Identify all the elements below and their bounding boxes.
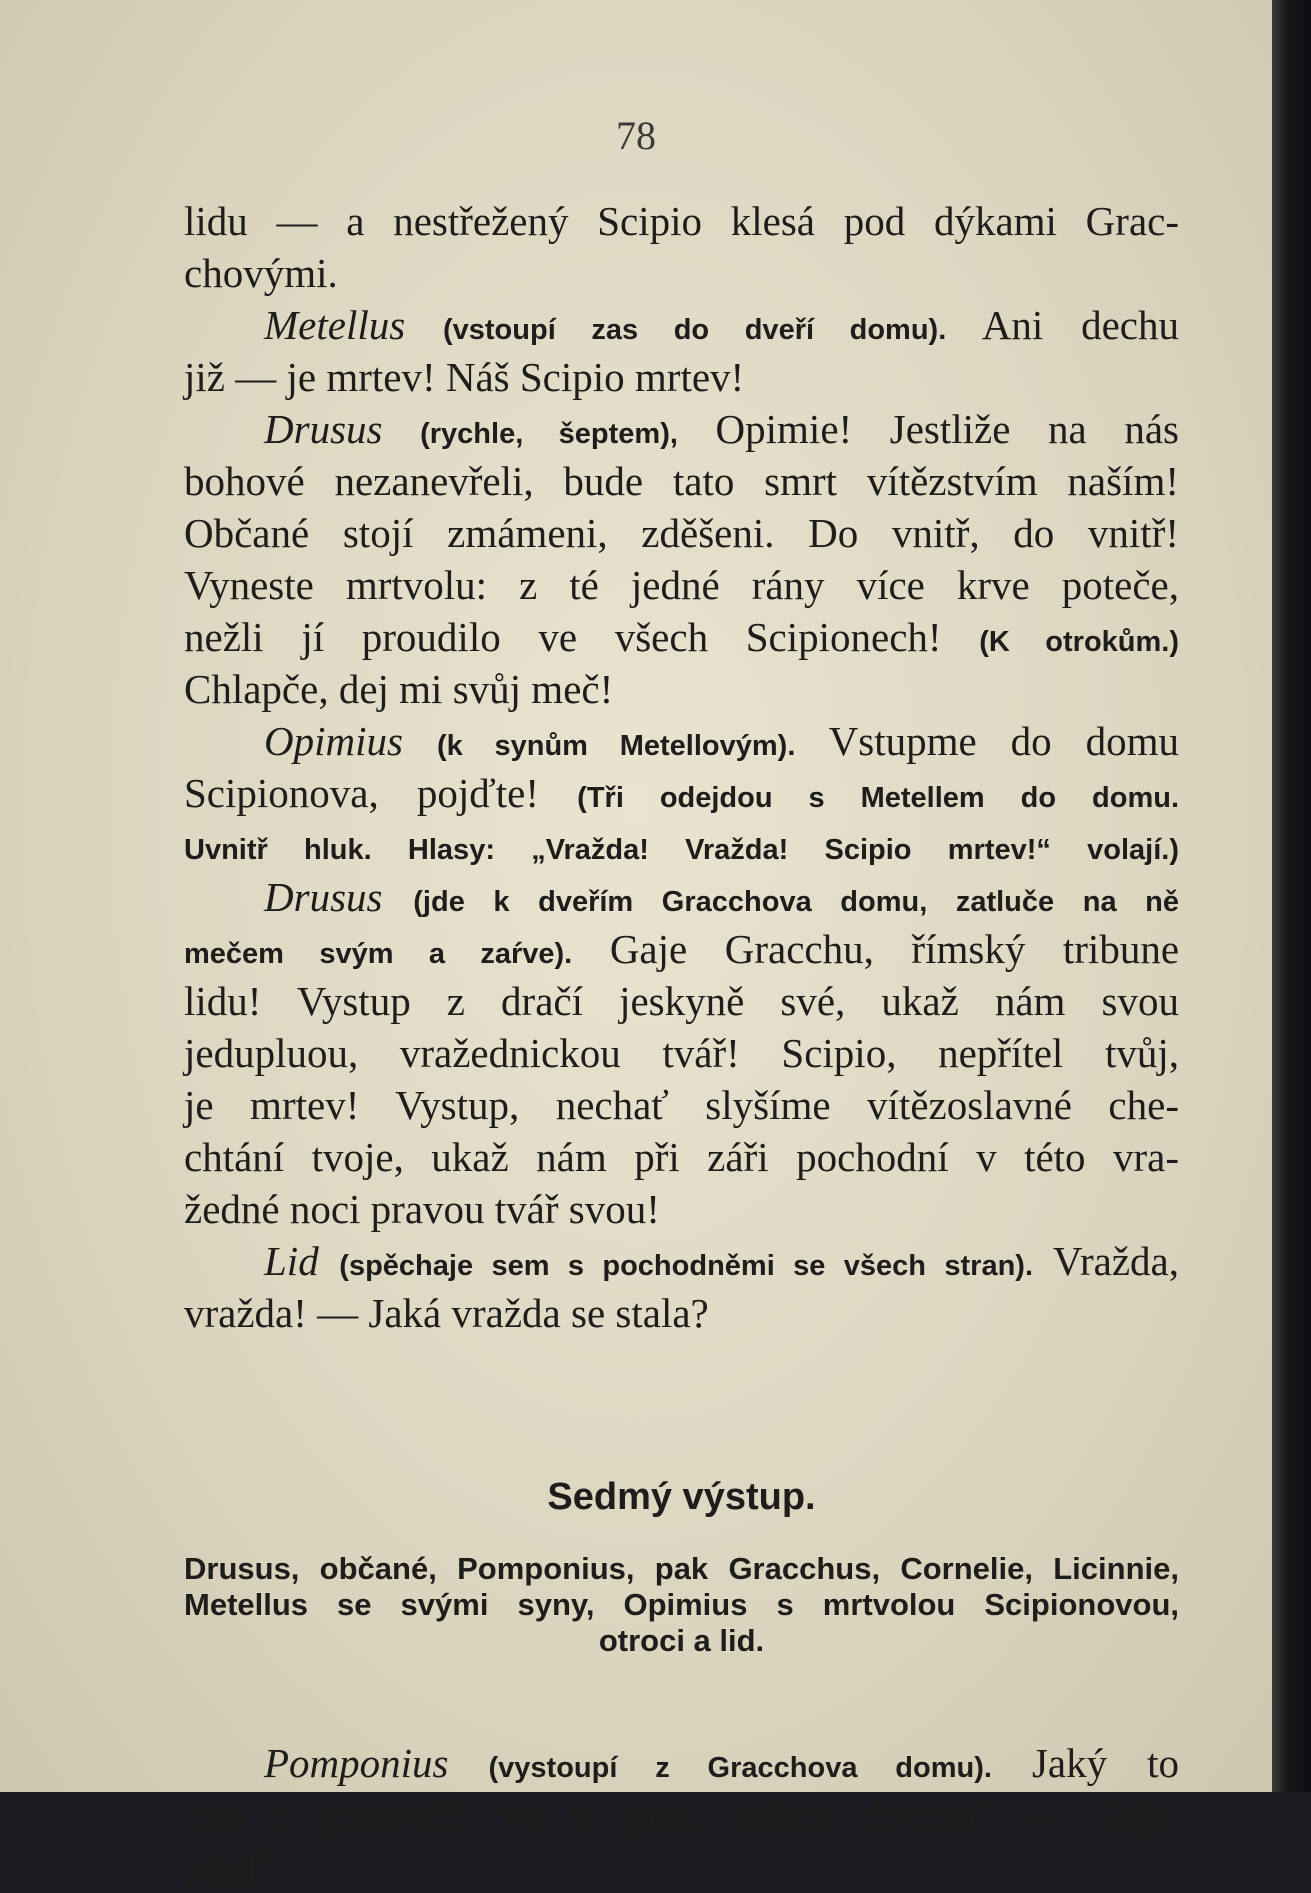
text-line [184, 1235, 1179, 1287]
stage-direction: (k synům Metellovým). [436, 730, 796, 762]
cast-line-2: Metellus se svými syny, Opimius s mrtvolou Scipionovou, [184, 1587, 1179, 1622]
text-line [184, 611, 1179, 663]
page-gutter [1272, 0, 1311, 1792]
line-text: chtání tvoje, ukaž nám při záři pochodní v této vra- [184, 1134, 1179, 1180]
text-line [184, 923, 1179, 975]
line-text: vražda! — Jaká vražda se stala? [184, 1290, 709, 1336]
line-text: hlas z podsvětí řve tu před našimi dveřmi? — Gaje, [184, 1792, 1179, 1838]
speaker-name: Pomponius [264, 1740, 449, 1786]
text-line [184, 507, 1179, 559]
line-text: Vražda, [1052, 1238, 1180, 1284]
dialogue-block-1 [184, 195, 1179, 1339]
speaker-name: Drusus [264, 406, 383, 452]
line-text: jedupluou, vražednickou tvář! Scipio, nepřítel tvůj, [184, 1030, 1179, 1076]
text-line [184, 1079, 1179, 1131]
line-text: pojď! [184, 1844, 277, 1890]
stage-direction: (rychle, šeptem), [420, 418, 678, 450]
line-text: Opimie! Jestliže na nás [715, 406, 1179, 452]
text-line [184, 299, 1179, 351]
text-line [184, 195, 1179, 247]
page-number: 78 [616, 113, 656, 158]
cast-line-3: otroci a lid. [598, 1623, 765, 1658]
line-text: nežli jí proudilo ve všech Scipionech! [184, 614, 942, 660]
stage-direction: (Tři odejdou s Metellem do domu. [577, 782, 1179, 814]
text-line [184, 1841, 1179, 1893]
text-line [184, 975, 1179, 1027]
line-text: Vyneste mrtvolu: z té jedné rány více krve poteče, [184, 562, 1179, 608]
cast-line-1: Drusus, občané, Pomponius, pak Gracchus, Cornelie, Licinnie, [184, 1551, 1179, 1586]
page-text [184, 195, 1179, 1893]
stage-direction: (spěchaje sem s pochodněmi se všech stran). [339, 1250, 1034, 1282]
speaker-name: Drusus [264, 874, 383, 920]
text-line [184, 1789, 1179, 1841]
line-text: již — je mrtev! Náš Scipio mrtev! [184, 354, 745, 400]
speaker-name: Lid [264, 1238, 319, 1284]
line-text: žedné noci pravou tvář svou! [184, 1186, 660, 1232]
line-text: bohové nezanevřeli, bude tato smrt vítězstvím naším! [184, 458, 1179, 504]
dialogue-block-2 [184, 1737, 1179, 1893]
text-line [184, 819, 1179, 871]
stage-direction: (vystoupí z Gracchova domu). [488, 1752, 992, 1784]
line-text: Scipionova, pojďte! [184, 770, 540, 816]
text-line [184, 1287, 1179, 1339]
text-line [184, 1027, 1179, 1079]
text-line [184, 715, 1179, 767]
line-text: Ani dechu [981, 302, 1179, 348]
line-text: Vstupme do domu [828, 718, 1180, 764]
text-line [184, 767, 1179, 819]
line-text: Gaje Gracchu, římský tribune [609, 926, 1180, 972]
text-line [184, 247, 1179, 299]
text-line [184, 1131, 1179, 1183]
text-line [184, 351, 1179, 403]
text-line [184, 403, 1179, 455]
line-text: Chlapče, dej mi svůj meč! [184, 666, 614, 712]
line-text: chovými. [184, 250, 338, 296]
speaker-name: Opimius [264, 718, 403, 764]
text-line [184, 455, 1179, 507]
line-text: lidu — a nestřežený Scipio klesá pod dýkami Grac- [184, 198, 1179, 244]
text-line [184, 663, 1179, 715]
stage-direction: (vstoupí zas do dveří domu). [442, 314, 947, 346]
text-line [184, 1737, 1179, 1789]
line-text: Občané stojí zmámeni, zděšeni. Do vnitř, do vnitř! [184, 510, 1179, 556]
text-line [184, 871, 1179, 923]
speaker-name: Metellus [264, 302, 406, 348]
line-text: Jaký to [1031, 1740, 1180, 1786]
stage-direction: (K otrokům.) [979, 626, 1179, 658]
line-text: je mrtev! Vystup, nechať slyšíme vítězoslavné che- [184, 1082, 1179, 1128]
text-line [184, 559, 1179, 611]
text-line [184, 1183, 1179, 1235]
stage-direction: (jde k dveřím Gracchova domu, zatluče na ně [413, 886, 1179, 918]
stage-direction: Uvnitř hluk. Hlasy: „Vražda! Vražda! Scipio mrtev!“ volají.) [184, 834, 1179, 866]
line-text: lidu! Vystup z dračí jeskyně své, ukaž nám svou [184, 978, 1179, 1024]
scene-heading: Sedmý výstup. [547, 1476, 816, 1518]
stage-direction: mečem svým a zaŕve). [184, 938, 573, 970]
